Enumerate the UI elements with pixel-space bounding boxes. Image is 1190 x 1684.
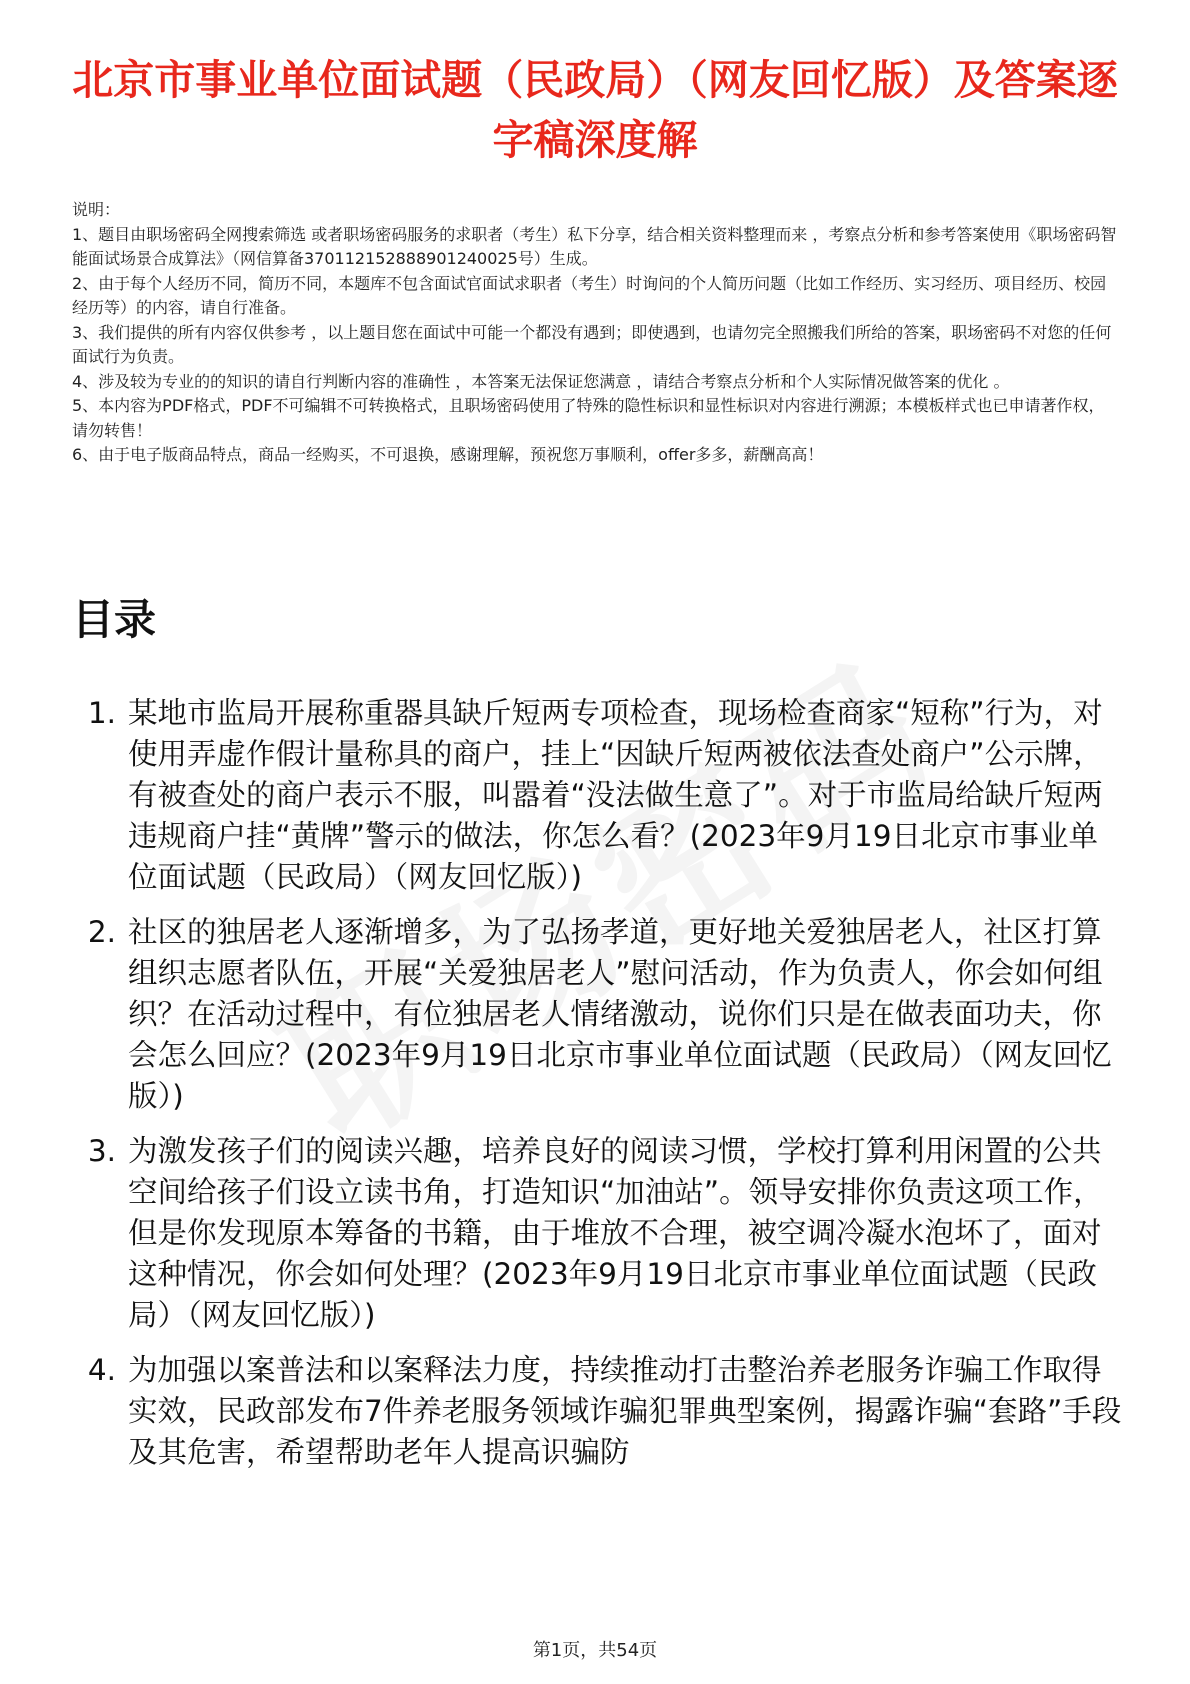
toc-item[interactable] [72,693,1122,898]
toc-heading: 目录 [72,595,157,644]
toc-item-number: 3. [87,1134,116,1168]
toc-item[interactable] [72,1350,1122,1473]
toc-item-text: 某地市监局开展称重器具缺斤短两专项检查，现场检查商家“短称”行为，对使用弄虚作假计量称具的商户，挂上“因缺斤短两被依法查处商户”公示牌，有被查处的商户表示不服，叫嚣着“没法做生意了”。对于市监局给缺斤短两违规商户挂“黄牌”警示的做法，你怎么看？(2023年9月19日北京市事业单位面试题（民政局）（网友回忆版）) [128,696,1103,894]
note-item: 5、本内容为PDF格式，PDF不可编辑不可转换格式，且职场密码使用了特殊的隐性标识和显性标识对内容进行溯源；本模板样式也已申请著作权，请勿转售！ [72,396,1105,440]
toc-item[interactable] [72,1131,1122,1336]
toc-item-number: 1. [87,696,116,730]
note-item: 4、涉及较为专业的的知识的请自行判断内容的准确性 ，本答案无法保证您满意 ，请结合考察点分析和个人实际情况做答案的优化 。 [72,371,1010,391]
toc-item-text: 社区的独居老人逐渐增多，为了弘扬孝道，更好地关爱独居老人，社区打算组织志愿者队伍，开展“关爱独居老人”慰问活动，作为负责人，你会如何组织？在活动过程中，有位独居老人情绪激动，说你们只是在做表面功夫，你会怎么回应？(2023年9月19日北京市事业单位面试题（民政局）（网友回忆版）) [128,915,1112,1113]
notes-section [72,198,1117,468]
toc-item-number: 4. [87,1353,116,1387]
page-footer: 第1页，共54页 [532,1640,658,1661]
toc-item[interactable] [72,912,1122,1117]
toc-item-text: 为激发孩子们的阅读兴趣，培养良好的阅读习惯，学校打算利用闲置的公共空间给孩子们设立读书角，打造知识“加油站”。领导安排你负责这项工作，但是你发现原本筹备的书籍，由于堆放不合理，被空调冷凝水泡坏了，面对这种情况，你会如何处理？(2023年9月19日北京市事业单位面试题（民政局）（网友回忆版）) [128,1134,1103,1332]
note-item: 2、由于每个人经历不同，简历不同，本题库不包含面试官面试求职者（考生）时询问的个人简历问题（比如工作经历、实习经历、项目经历、校园经历等）的内容，请自行准备。 [72,273,1107,317]
table-of-contents [72,693,1122,1487]
note-item: 6、由于电子版商品特点，商品一经购买，不可退换，感谢理解，预祝您万事顺利，offer多多，薪酬高高！ [72,445,824,464]
toc-item-number: 2. [87,915,116,949]
note-item: 1、题目由职场密码全网搜索筛选 或者职场密码服务的求职者（考生）私下分享，结合相关资料整理而来 ，考察点分析和参考答案使用《职场密码智能面试场景合成算法》（网信算备370112152888901240025号）生成。 [72,224,1117,268]
note-item: 3、我们提供的所有内容仅供参考 ，以上题目您在面试中可能一个都没有遇到；即使遇到，也请勿完全照搬我们所给的答案，职场密码不对您的任何面试行为负责。 [72,322,1112,366]
document-title: 北京市事业单位面试题（民政局）（网友回忆版）及答案逐字稿深度解 [72,56,1118,164]
notes-header: 说明： [72,200,121,219]
toc-item-text: 为加强以案普法和以案释法力度，持续推动打击整治养老服务诈骗工作取得实效，民政部发布7件养老服务领域诈骗犯罪典型案例，揭露诈骗“套路”手段及其危害，希望帮助老年人提高识骗防 [128,1353,1122,1469]
